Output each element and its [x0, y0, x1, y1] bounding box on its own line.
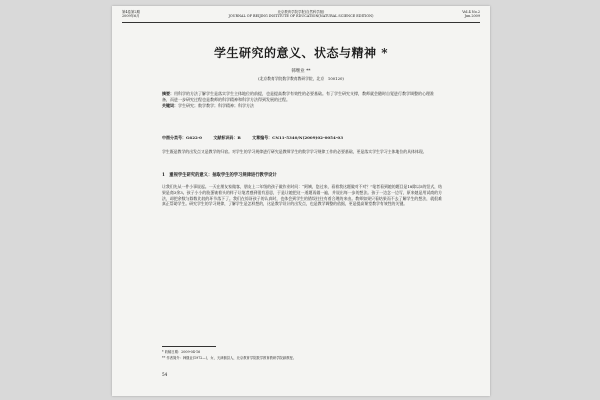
abstract-label: 摘要：	[162, 91, 174, 96]
section-heading-1: 1 重视学生研究的意义：抽取学生的学习规律进行教学设计	[162, 173, 277, 178]
abstract-block	[162, 91, 440, 109]
footnote-received: * 收稿日期：2009-04-16	[162, 350, 201, 354]
article-author: 韩继业 **	[291, 69, 311, 74]
clc-number: 中图分类号：G622·0	[162, 135, 202, 140]
header-issue: Vol.4 No.2 Jun.2009	[462, 10, 480, 18]
header-journal-title: 北京教育学院学报(自然科学版) JOURNAL OF BEIJING INSTITUTE OF EDUCATION(NATURAL SCIENCE EDITION)	[228, 10, 374, 18]
footnote-author-bio: ** 作者简介：韩继业(1972—)，女，天津蓟县人，北京教育学院数学教育教研学院副教授。	[162, 356, 296, 360]
classification-line	[162, 135, 452, 141]
keywords-text: 学生研究；数学教学；科学精神；科学方法	[178, 103, 254, 108]
article-number: 文章编号：CN11-5340/N(2009)02-0054-03	[252, 135, 343, 140]
keywords-label: 关键词：	[162, 103, 178, 108]
journal-page	[112, 6, 490, 396]
intro-paragraph: 学生既是教学的出发点又是教学的归宿。对学生的学习规律进行研究是教师学生的数学学习规律工作的必要基础，更是落实学生学习主体地位的具体体现。	[162, 149, 427, 154]
header-volume: 第4卷第2期 2009年6月	[122, 10, 140, 18]
section-1-paragraph: 让我们先从一件小事说起。一天在朋友家做客，朋友上二年级的孩子做作业时问：“阿姨，您过来，看着我这题做对不对？”笔者看到她的题目是18除以5的竖式，结果是商3余3。孩子小小的脸蛋皱着头的样子让笔者感到很有意思，于是让她把这一道题再做一遍，并说出每一步的想法。孩子一边念一边写，原来她是用试商的方法，却把余数与除数比较的环节落下了。我们在惊讶孩子的认真时，也体会到学生的错误往往有着合理的来由。教师如果只看结果而不去了解学生的想法，就很难真正帮助学生。研究学生的学习规律，了解学生是怎样想的，这是教学设计的出发点，也是教学调整的依据，更是提高课堂教学有效性的关键。	[162, 184, 442, 207]
author-affiliation: (北京教育学院数学教育教研学院，北京 100120)	[258, 76, 344, 81]
abstract-text: 用科学的方法了解学生是落实学生主体地位的前提，也是提高教学有效性的必要基础。有了学生研究支撑，教师就会随时自觉进行教学调整的心理准备，而进一步研究过程也是教师的科学精神和科学方法得到发展的过程。	[162, 91, 434, 102]
footnote-rule	[162, 346, 216, 347]
header-rule	[122, 22, 480, 23]
article-title: 学生研究的意义、状态与精神 *	[214, 46, 388, 60]
document-code: 文献标识码：B	[213, 135, 241, 140]
page-number: 54	[162, 372, 168, 377]
